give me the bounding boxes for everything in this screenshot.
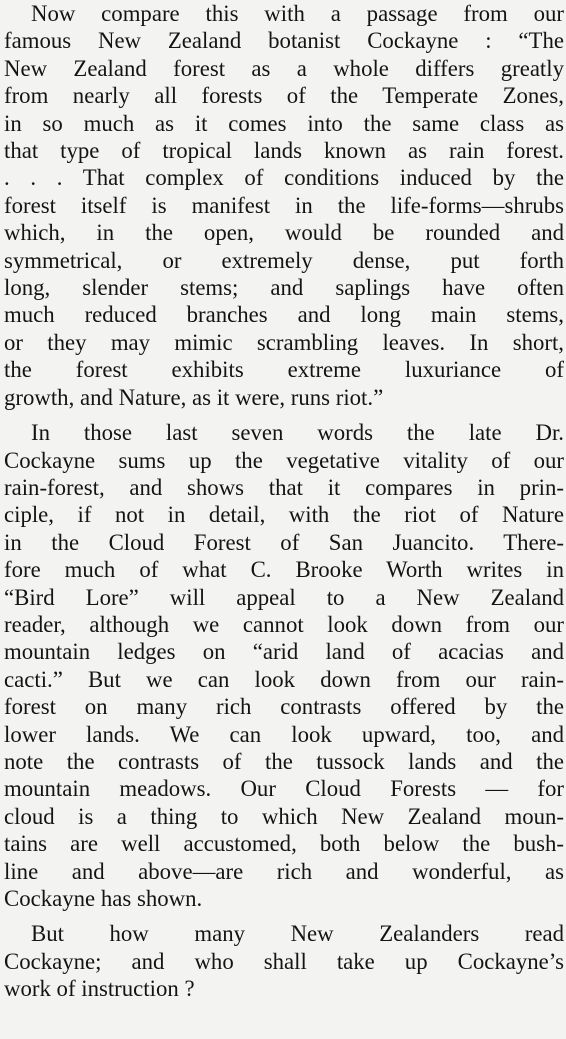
paragraph-cockayne-quote [4,0,564,411]
text-line: reader, although we cannot look down from our [4,611,564,637]
text-line: ciple, if not in detail, with the riot of Nature [4,502,564,528]
text-line: the forest exhibits extreme luxuriance of [4,357,564,383]
text-line: from nearly all forests of the Temperate Zones, [4,83,564,109]
text-line: which, in the open, would be rounded and [4,220,564,246]
text-line: that type of tropical lands known as rain forest. [4,138,564,164]
text-line: cloud is a thing to which New Zealand moun- [4,803,564,829]
text-line: lower lands. We can look upward, too, and [4,721,564,747]
text-line: cacti.” But we can look down from our rain- [4,666,564,692]
text-line: Cockayne has shown. [4,886,203,911]
text-line: line and above—are rich and wonderful, as [4,858,564,884]
text-line: symmetrical, or extremely dense, put forth [4,247,564,273]
text-line: long, slender stems; and saplings have often [4,275,564,301]
text-line: forest on many rich contrasts offered by the [4,694,564,720]
text-line: rain-forest, and shows that it compares in prin- [4,474,564,500]
text-line: famous New Zealand botanist Cockayne : “The [4,28,564,54]
text-line: mountain meadows. Our Cloud Forests — for [4,776,564,802]
document-page [4,0,564,1039]
text-line: forest itself is manifest in the life-forms—shrubs [4,192,564,218]
text-line: . . . That complex of conditions induced by the [4,165,564,191]
text-line: “Bird Lore” will appeal to a New Zealand [4,584,564,610]
text-line: or they may mimic scrambling leaves. In short, [4,329,564,355]
text-line: New Zealand forest as a whole differs greatly [4,55,564,81]
text-line: In those last seven words the late Dr. [31,420,564,446]
text-line: fore much of what C. Brooke Worth writes in [4,557,564,583]
text-line: in the Cloud Forest of San Juancito. There- [4,529,564,555]
text-line: in so much as it comes into the same class as [4,110,564,136]
text-line: But how many New Zealanders read [31,921,564,947]
paragraph-closing-question [4,920,564,1002]
text-line: tains are well accustomed, both below the bush- [4,831,564,857]
text-line: Cockayne sums up the vegetative vitality of our [4,447,564,473]
text-line: note the contrasts of the tussock lands and the [4,748,564,774]
text-line: Now compare this with a passage from our [31,1,564,26]
text-line: Cockayne; and who shall take up Cockayne’s [4,948,564,974]
paragraph-cloud-forest [4,419,564,912]
text-line: growth, and Nature, as it were, runs riot.” [4,384,384,410]
text-line: mountain ledges on “arid land of acacias and [4,639,564,665]
text-line: much reduced branches and long main stems, [4,302,564,328]
text-line: work of instruction ? [4,976,195,1002]
